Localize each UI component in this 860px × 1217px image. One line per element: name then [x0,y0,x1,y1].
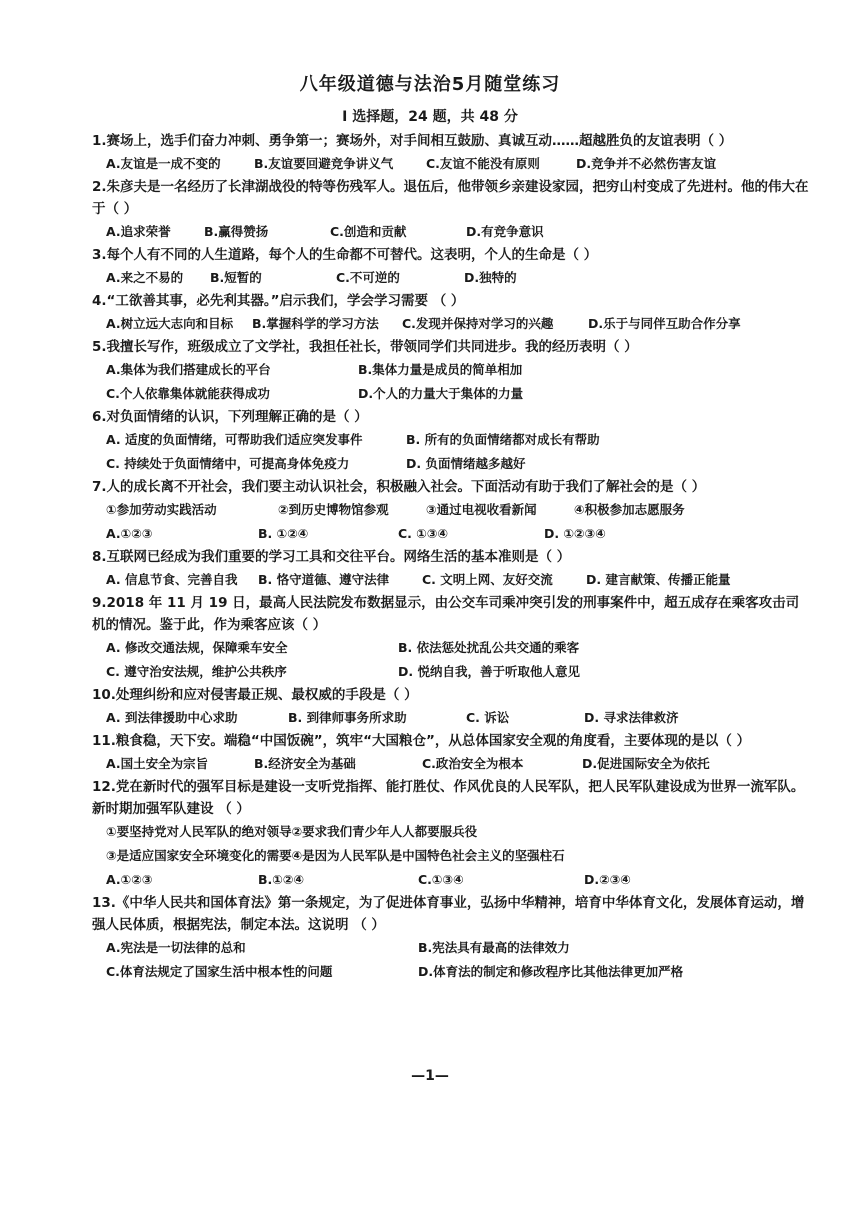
option-d: D.体育法的制定和修改程序比其他法律更加严格 [418,964,684,979]
question-6 [92,406,812,476]
question-12 [92,776,812,892]
question-stem: 7.人的成长离不开社会，我们要主动认识社会，积极融入社会。下面活动有助于我们了解社会的是（ ） [92,479,706,495]
question-9 [92,592,812,684]
option-row [92,428,812,452]
option-a: A. 修改交通法规，保障乘车安全 [106,640,288,655]
option-d: D.乐于与同伴互助合作分享 [588,316,741,331]
option-c: C. 遵守治安法规，维护公共秩序 [106,664,287,679]
option-a: A. 信息节食、完善自我 [106,572,238,587]
option-a: A.①②③ [106,526,153,541]
question-stem: 9.2018 年 11 月 19 日，最高人民法院发布数据显示，由公交车司乘冲突引发的刑事案件中，超五成存在乘客攻击司机的情况。鉴于此，作为乘客应该（ ） [92,595,800,633]
option-row [92,568,812,592]
option-row [92,312,812,336]
option-b: B. 依法惩处扰乱公共交通的乘客 [398,640,580,655]
option-a: A.集体为我们搭建成长的平台 [106,362,271,377]
option-row [92,752,812,776]
option-row [92,452,812,476]
option-a: A.来之不易的 [106,270,184,285]
question-stem: 5.我擅长写作，班级成立了文学社，我担任社长，带领同学们共同进步。我的经历表明（ ） [92,339,638,355]
option-d: D. 悦纳自我，善于听取他人意见 [398,664,580,679]
option-a: A.①②③ [106,872,153,887]
page-title: 八年级道德与法治5月随堂练习 [299,74,561,95]
option-d: D. ①②③④ [544,526,606,541]
option-d: D. 负面情绪越多越好 [406,456,526,471]
option-c: C. 文明上网、友好交流 [422,572,553,587]
question-1 [92,130,812,176]
option-row [92,152,812,176]
statement-2: ②到历史博物馆参观 [278,502,389,517]
option-a: A.宪法是一切法律的总和 [106,940,246,955]
option-c: C.创造和贡献 [330,224,407,239]
section-heading: I 选择题，24 题，共 48 分 [342,109,518,125]
question-13 [92,892,812,984]
question-stem: 8.互联网已经成为我们重要的学习工具和交往平台。网络生活的基本准则是（ ） [92,549,571,565]
option-row [92,266,812,290]
option-c: C.体育法规定了国家生活中根本性的问题 [106,964,333,979]
statement-line: ③是适应国家安全环境变化的需要④是因为人民军队是中国特色社会主义的坚强柱石 [106,848,565,863]
question-stem: 4.“工欲善其事，必先利其器。”启示我们，学会学习需要 （ ） [92,293,465,309]
option-c: C.友谊不能没有原则 [426,156,540,171]
question-11 [92,730,812,776]
question-stem: 3.每个人有不同的人生道路，每个人的生命都不可替代。这表明，个人的生命是（ ） [92,247,598,263]
question-8 [92,546,812,592]
option-c: C.不可逆的 [336,270,400,285]
option-c: C. 诉讼 [466,710,510,725]
option-row [92,706,812,730]
option-b: B. 到律师事务所求助 [288,710,407,725]
option-b: B.宪法具有最高的法律效力 [418,940,570,955]
option-d: D. 建言献策、传播正能量 [586,572,731,587]
option-b: B.①②④ [258,872,305,887]
question-stem: 10.处理纠纷和应对侵害最正规、最权威的手段是（ ） [92,687,418,703]
statement-row [92,498,812,522]
question-4 [92,290,812,336]
option-b: B. ①②④ [258,526,309,541]
option-row [92,960,812,984]
option-row [92,358,812,382]
statement-3: ③通过电视收看新闻 [426,502,537,517]
option-d: D.有竞争意识 [466,224,544,239]
option-a: A.树立远大志向和目标 [106,316,234,331]
option-row [92,868,812,892]
option-d: D.独特的 [464,270,517,285]
option-c: C. 持续处于负面情绪中，可提高身体免疫力 [106,456,350,471]
option-row [92,660,812,684]
question-2 [92,176,812,244]
option-b: B.经济安全为基础 [254,756,356,771]
question-10 [92,684,812,730]
option-d: D. 寻求法律救济 [584,710,679,725]
option-a: A. 到法律援助中心求助 [106,710,238,725]
question-3 [92,244,812,290]
option-row [92,636,812,660]
option-b: B.短暂的 [210,270,262,285]
option-d: D.促进国际安全为依托 [582,756,710,771]
option-a: A.友谊是一成不变的 [106,156,221,171]
option-d: D.竞争并不必然伤害友谊 [576,156,717,171]
statement-4: ④积极参加志愿服务 [574,502,685,517]
question-stem: 2.朱彦夫是一名经历了长津湖战役的特等伤残军人。退伍后，他带领乡亲建设家园，把穷山村变成了先进村。他的伟大在于（ ） [92,179,809,217]
page-number: —1— [411,1068,449,1084]
question-stem: 1.赛场上，选手们奋力冲刺、勇争第一；赛场外，对手间相互鼓励、真诚互动……超越胜负的友谊表明（ ） [92,133,733,149]
option-c: C.个人依靠集体就能获得成功 [106,386,270,401]
option-c: C.政治安全为根本 [422,756,524,771]
option-b: B. 所有的负面情绪都对成长有帮助 [406,432,600,447]
option-a: A. 适度的负面情绪，可帮助我们适应突发事件 [106,432,363,447]
option-row [92,936,812,960]
question-7 [92,476,812,546]
option-b: B.集体力量是成员的简单相加 [358,362,523,377]
option-row [92,522,812,546]
question-stem: 11.粮食稳，天下安。端稳“中国饭碗”，筑牢“大国粮仓”，从总体国家安全观的角度看，主要体现的是以（ ） [92,733,751,749]
statement-line: ①要坚持党对人民军队的绝对领导②要求我们青少年人人都要服兵役 [106,824,478,839]
question-stem: 12.党在新时代的强军目标是建设一支听党指挥、能打胜仗、作风优良的人民军队，把人民军队建设成为世界一流军队。新时期加强军队建设 （ ） [92,779,805,817]
option-row [92,382,812,406]
option-b: B. 恪守道德、遵守法律 [258,572,390,587]
option-b: B.赢得赞扬 [204,224,269,239]
option-row [92,220,812,244]
option-b: B.友谊要回避竞争讲义气 [254,156,394,171]
option-a: A.追求荣誉 [106,224,171,239]
option-d: D.个人的力量大于集体的力量 [358,386,524,401]
option-c: C.①③④ [418,872,464,887]
option-b: B.掌握科学的学习方法 [252,316,379,331]
option-c: C. ①③④ [398,526,449,541]
question-5 [92,336,812,406]
option-a: A.国土安全为宗旨 [106,756,209,771]
statement-1: ①参加劳动实践活动 [106,502,217,517]
option-c: C.发现并保持对学习的兴趣 [402,316,554,331]
question-stem: 13.《中华人民共和国体育法》第一条规定，为了促进体育事业，弘扬中华精神，培育中华体育文化，发展体育运动，增强人民体质，根据宪法，制定本法。这说明 （ ） [92,895,805,933]
option-d: D.②③④ [584,872,631,887]
question-list [92,130,812,984]
question-stem: 6.对负面情绪的认识，下列理解正确的是（ ） [92,409,368,425]
